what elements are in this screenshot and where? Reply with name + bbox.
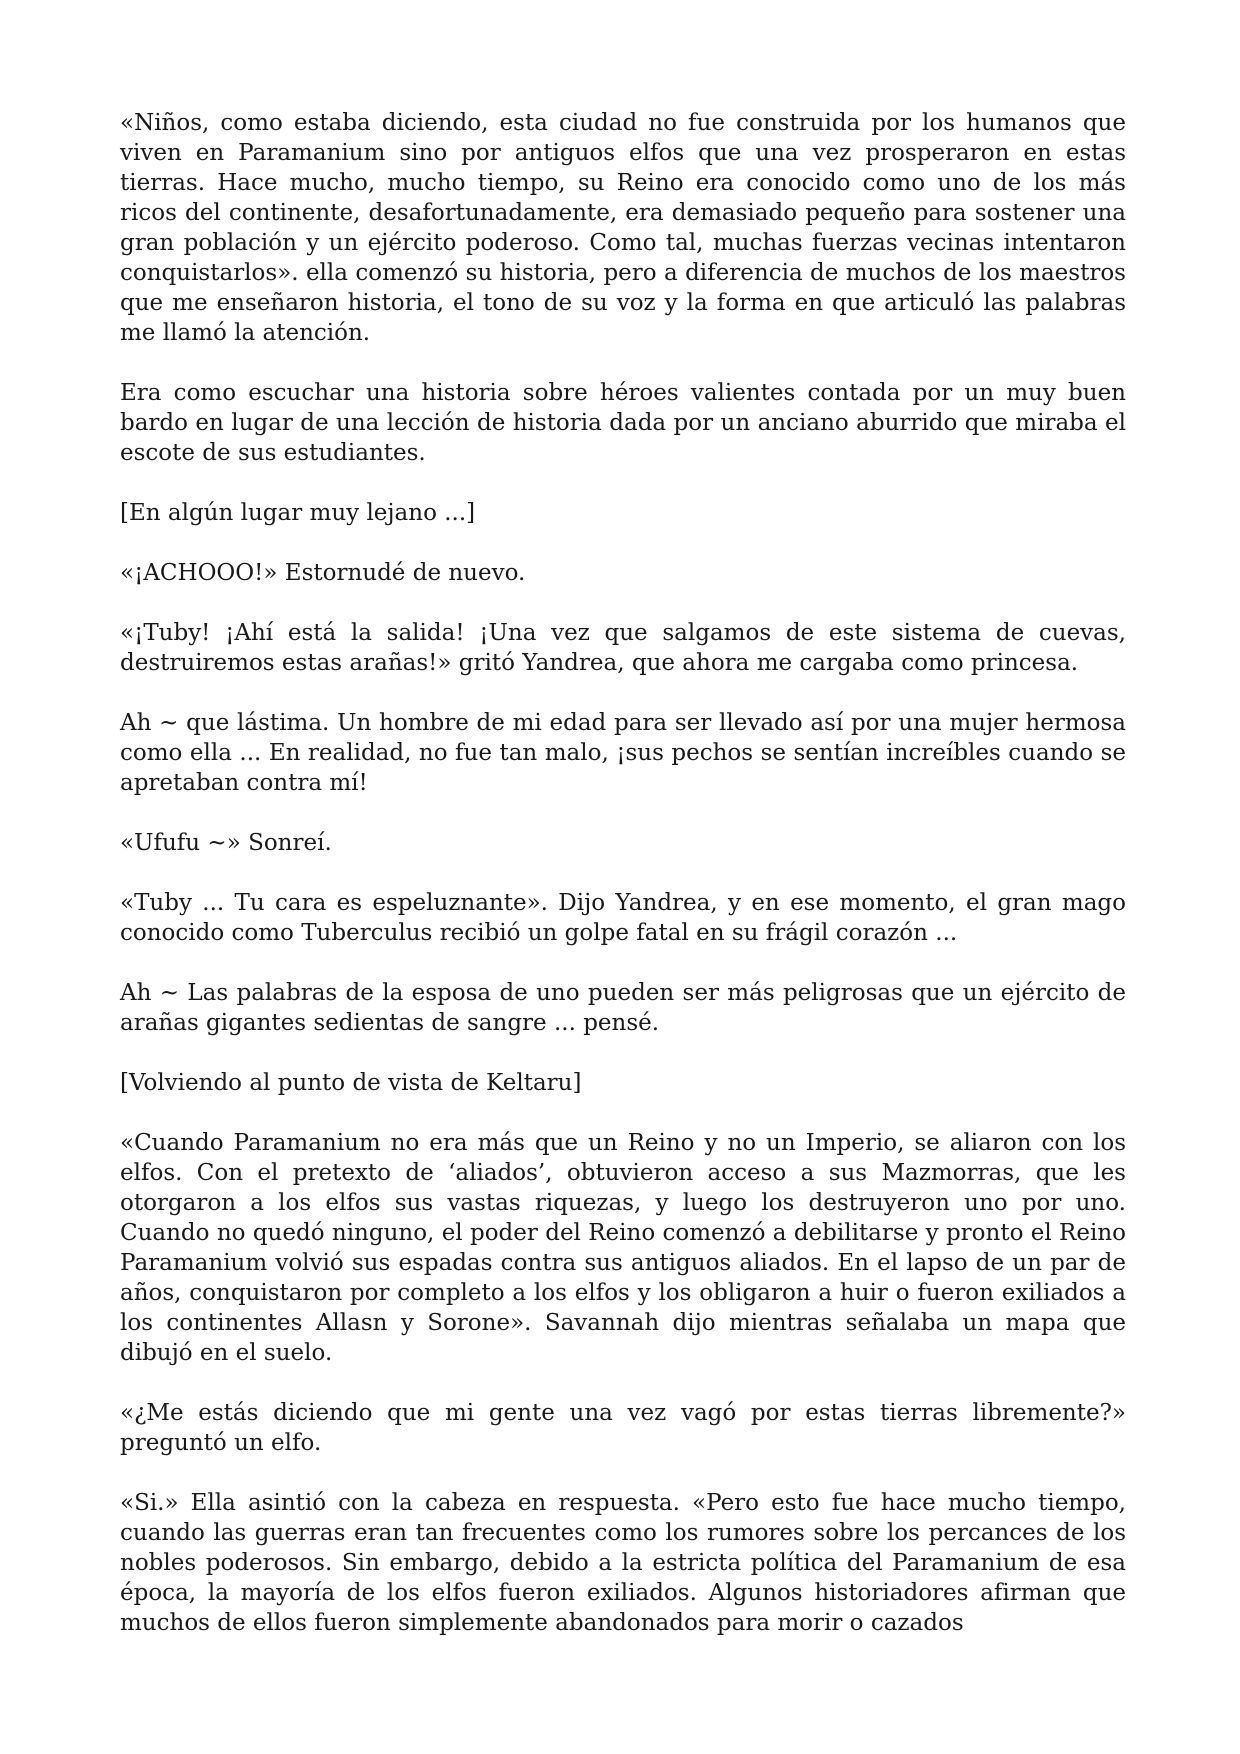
paragraph-8: «Tuby ... Tu cara es espeluznante». Dijo Yandrea, y en ese momento, el gran mago conocido como Tuberculus recibió un golpe fatal en su frágil corazón ... [120,890,1126,946]
paragraph-1: «Niños, como estaba diciendo, esta ciudad no fue construida por los humanos que viven en Paramanium sino por antiguos elfos que una vez prosperaron en estas tierras. Hace mucho, mucho tiempo, su Reino era conocido como uno de los más ricos del continente, desafortunadamente, era demasiado pequeño para sostener una gran población y un ejército poderoso. Como tal, muchas fuerzas vecinas intentaron conquistarlos». ella comenzó su historia, pero a diferencia de muchos de los maestros que me enseñaron historia, el tono de su voz y la forma en que articuló las palabras me llamó la atención. [120,110,1126,346]
paragraph-5: «¡Tuby! ¡Ahí está la salida! ¡Una vez que salgamos de este sistema de cuevas, destruiremos estas arañas!» gritó Yandrea, que ahora me cargaba como princesa. [120,620,1126,676]
paragraph-6: Ah ~ que lástima. Un hombre de mi edad para ser llevado así por una mujer hermosa como ella ... En realidad, no fue tan malo, ¡sus pechos se sentían increíbles cuando se apretaban contra mí! [120,710,1126,796]
paragraph-11: «Cuando Paramanium no era más que un Reino y no un Imperio, se aliaron con los elfos. Con el pretexto de ‘aliados’, obtuvieron acceso a sus Mazmorras, que les otorgaron a los elfos sus vastas riquezas, y luego los destruyeron uno por uno. Cuando no quedó ninguno, el poder del Reino comenzó a debilitarse y pronto el Reino Paramanium volvió sus espadas contra sus antiguos aliados. En el lapso de un par de años, conquistaron por completo a los elfos y los obligaron a huir o fueron exiliados a los continentes Allasn y Sorone». Savannah dijo mientras señalaba un mapa que dibujó en el suelo. [120,1130,1126,1366]
paragraph-3: [En algún lugar muy lejano ...] [120,500,476,526]
paragraph-10: [Volviendo al punto de vista de Keltaru] [120,1070,582,1096]
paragraph-7: «Ufufu ~» Sonreí. [120,830,332,856]
paragraph-2: Era como escuchar una historia sobre héroes valientes contada por un muy buen bardo en lugar de una lección de historia dada por un anciano aburrido que miraba el escote de sus estudiantes. [120,380,1126,466]
paragraph-4: «¡ACHOOO!» Estornudé de nuevo. [120,560,526,586]
paragraph-12: «¿Me estás diciendo que mi gente una vez vagó por estas tierras libremente?» preguntó un elfo. [120,1400,1126,1456]
paragraph-9: Ah ~ Las palabras de la esposa de uno pueden ser más peligrosas que un ejército de arañas gigantes sedientas de sangre ... pensé. [120,980,1126,1036]
document-page [120,108,1126,1638]
paragraph-13: «Si.» Ella asintió con la cabeza en respuesta. «Pero esto fue hace mucho tiempo, cuando las guerras eran tan frecuentes como los rumores sobre los percances de los nobles poderosos. Sin embargo, debido a la estricta política del Paramanium de esa época, la mayoría de los elfos fueron exiliados. Algunos historiadores afirman que muchos de ellos fueron simplemente abandonados para morir o cazados [120,1490,1126,1636]
